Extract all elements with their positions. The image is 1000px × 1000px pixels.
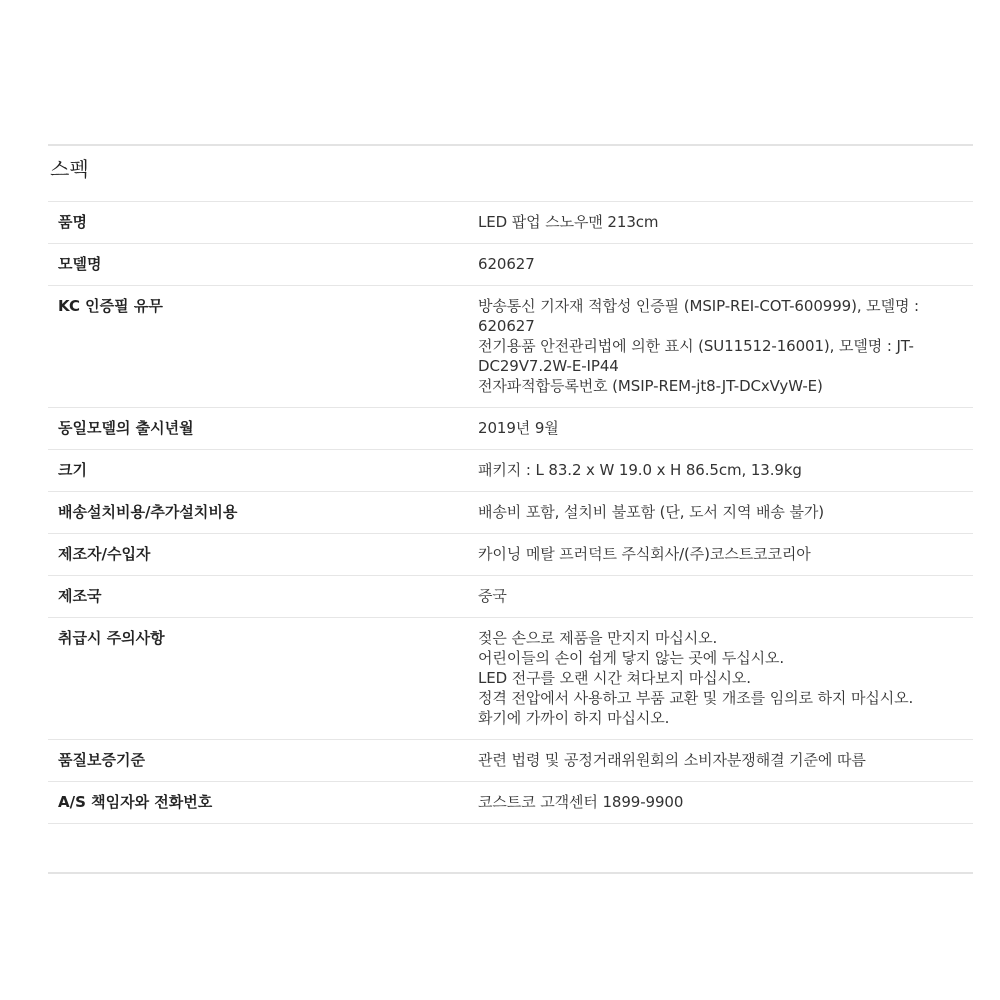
spec-value-line: DC29V7.2W-E-IP44 xyxy=(478,357,619,375)
spec-row-label: KC 인증필 유무 xyxy=(58,297,163,315)
spec-table-body xyxy=(48,202,973,824)
spec-row xyxy=(48,450,973,492)
spec-value-line: 배송비 포함, 설치비 불포함 (단, 도서 지역 배송 불가) xyxy=(478,503,824,521)
spec-row xyxy=(48,534,973,576)
spec-row-label: 모델명 xyxy=(58,255,102,273)
spec-row-value xyxy=(478,618,973,740)
spec-row-value xyxy=(478,740,973,782)
spec-row-value xyxy=(478,450,973,492)
spec-value-line: 코스트코 고객센터 1899-9900 xyxy=(478,793,684,811)
spec-row-value xyxy=(478,782,973,824)
spec-value-line: 620627 xyxy=(478,317,535,335)
spec-title: 스펙 xyxy=(48,146,973,202)
spec-value-line: 중국 xyxy=(478,587,507,605)
spec-row-value xyxy=(478,408,973,450)
spec-row-label: 동일모델의 출시년월 xyxy=(58,419,194,437)
spec-row xyxy=(48,492,973,534)
spec-row xyxy=(48,202,973,244)
spec-value-line: 전자파적합등록번호 (MSIP-REM-jt8-JT-DCxVyW-E) xyxy=(478,377,823,395)
spec-value-line: 전기용품 안전관리법에 의한 표시 (SU11512-16001), 모델명 : JT- xyxy=(478,337,914,355)
spec-row xyxy=(48,618,973,740)
spec-row-label: 취급시 주의사항 xyxy=(58,629,165,647)
spec-row xyxy=(48,244,973,286)
spec-value-line: 2019년 9월 xyxy=(478,419,559,437)
spec-row xyxy=(48,286,973,408)
spec-row xyxy=(48,782,973,824)
spec-table xyxy=(48,202,973,824)
spec-row xyxy=(48,408,973,450)
spec-value-line: 620627 xyxy=(478,255,535,273)
spec-row-label: 품질보증기준 xyxy=(58,751,145,769)
spec-row-label: A/S 책임자와 전화번호 xyxy=(58,793,213,811)
spec-row-value xyxy=(478,286,973,408)
spec-table-bottom-border xyxy=(48,824,973,874)
spec-value-line: 패키지 : L 83.2 x W 19.0 x H 86.5cm, 13.9kg xyxy=(478,461,802,479)
spec-value-line: LED 팝업 스노우맨 213cm xyxy=(478,213,659,231)
spec-row-label: 제조국 xyxy=(58,587,102,605)
spec-value-line: 화기에 가까이 하지 마십시오. xyxy=(478,709,670,727)
spec-row xyxy=(48,740,973,782)
spec-value-line: 관련 법령 및 공정거래위원회의 소비자분쟁해결 기준에 따름 xyxy=(478,751,866,769)
spec-value-line: 카이닝 메탈 프러덕트 주식회사/(주)코스트코코리아 xyxy=(478,545,811,563)
spec-row-value xyxy=(478,492,973,534)
spec-row xyxy=(48,576,973,618)
spec-row-value xyxy=(478,576,973,618)
spec-row-label: 품명 xyxy=(58,213,87,231)
spec-value-line: 젖은 손으로 제품을 만지지 마십시오. xyxy=(478,629,718,647)
spec-value-line: 정격 전압에서 사용하고 부품 교환 및 개조를 임의로 하지 마십시오. xyxy=(478,689,914,707)
spec-row-label: 제조자/수입자 xyxy=(58,545,151,563)
spec-value-line: 어린이들의 손이 쉽게 닿지 않는 곳에 두십시오. xyxy=(478,649,785,667)
spec-section xyxy=(48,144,973,874)
spec-value-line: 방송통신 기자재 적합성 인증필 (MSIP-REI-COT-600999), 모델명 : xyxy=(478,297,919,315)
spec-row-label: 배송설치비용/추가설치비용 xyxy=(58,503,238,521)
spec-row-value xyxy=(478,202,973,244)
spec-row-value xyxy=(478,534,973,576)
spec-value-line: LED 전구를 오랜 시간 쳐다보지 마십시오. xyxy=(478,669,751,687)
spec-row-label: 크기 xyxy=(58,461,87,479)
spec-row-value xyxy=(478,244,973,286)
